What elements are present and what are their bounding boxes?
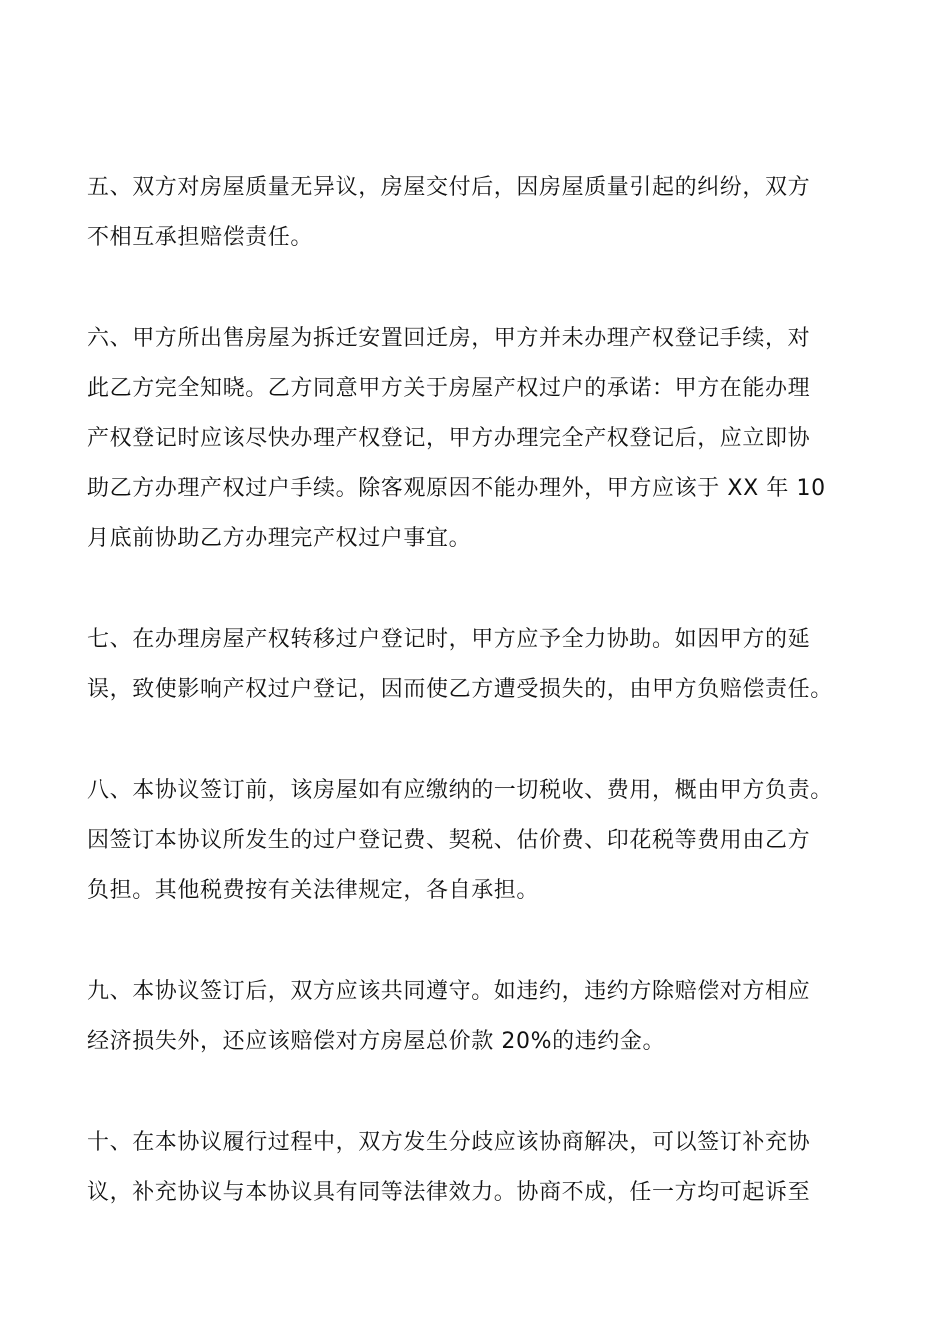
clause-9 (87, 967, 863, 1067)
clause-line: 经济损失外，还应该赔偿对方房屋总价款 20%的违约金。 (87, 1029, 666, 1054)
document-body (87, 163, 863, 1269)
clause-line: 七、在办理房屋产权转移过户登记时，甲方应予全力协助。如因甲方的延 (87, 627, 811, 652)
clause-line: 九、本协议签订后，双方应该共同遵守。如违约，违约方除赔偿对方相应 (87, 979, 811, 1004)
clause-line: 八、本协议签订前，该房屋如有应缴纳的一切税收、费用，概由甲方负责。 (87, 778, 833, 803)
clause-line: 因签订本协议所发生的过户登记费、契税、估价费、印花税等费用由乙方 (87, 828, 811, 853)
clause-10 (87, 1118, 863, 1218)
clause-line: 六、甲方所出售房屋为拆迁安置回迁房，甲方并未办理产权登记手续，对 (87, 326, 811, 351)
clause-line: 助乙方办理产权过户手续。除客观原因不能办理外，甲方应该于 XX 年 10 (87, 476, 826, 501)
clause-line: 不相互承担赔偿责任。 (87, 225, 314, 250)
clause-line: 误，致使影响产权过户登记，因而使乙方遭受损失的，由甲方负赔偿责任。 (87, 677, 833, 702)
clause-6 (87, 314, 863, 564)
clause-line: 议，补充协议与本协议具有同等法律效力。协商不成，任一方均可起诉至 (87, 1180, 811, 1205)
clause-7 (87, 615, 863, 715)
clause-8 (87, 766, 863, 916)
clause-line: 月底前协助乙方办理完产权过户事宜。 (87, 526, 472, 551)
clause-line: 十、在本协议履行过程中，双方发生分歧应该协商解决，可以签订补充协 (87, 1130, 811, 1155)
clause-line: 五、双方对房屋质量无异议，房屋交付后，因房屋质量引起的纠纷，双方 (87, 175, 811, 200)
clause-line: 负担。其他税费按有关法律规定，各自承担。 (87, 878, 540, 903)
clause-line: 此乙方完全知晓。乙方同意甲方关于房屋产权过户的承诺：甲方在能办理 (87, 376, 811, 401)
clause-line: 产权登记时应该尽快办理产权登记，甲方办理完全产权登记后，应立即协 (87, 426, 811, 451)
clause-5 (87, 163, 863, 263)
